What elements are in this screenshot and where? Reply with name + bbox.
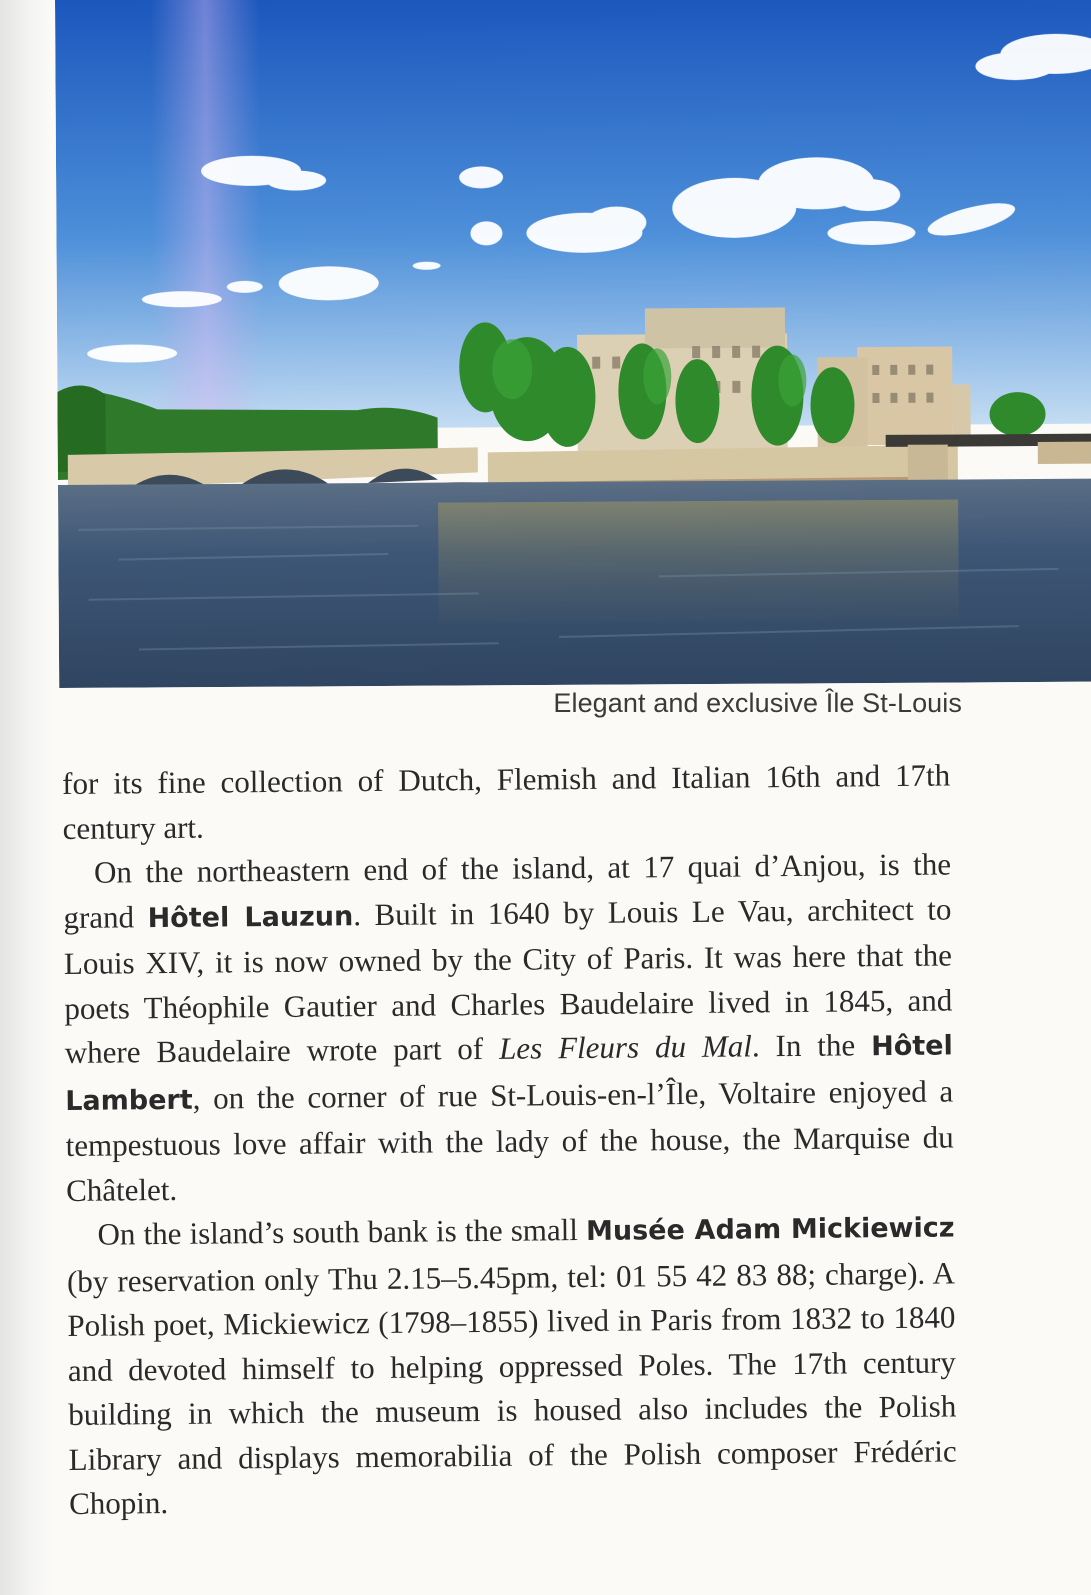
text-run: On the island’s south bank is the small [97,1211,587,1252]
paragraph-3 [66,1204,957,1526]
text-run: (by reservation only Thu 2.15–5.45pm, tel: 01 55 42 83 88; charge). A Polish poet, Mickiewicz (1798–1855) lived in Paris from 1832 to 1840 and devoted himself to helping oppressed Poles. The 17th century building in which the museum is housed also includes the Polish Library and displays memorabilia of the Polish composer Frédéric Chopin. [66,1254,957,1521]
text-run: , on the corner of rue St-Louis-en-l’Île, Voltaire enjoyed a tempestuous love affair with the lady of the house, the Marquise du Châtelet. [65,1072,954,1208]
article-body [62,753,957,1526]
page-gutter-shadow [0,0,52,1595]
paragraph-1 [62,753,951,851]
photo-illustration [55,0,1091,688]
photo-caption: Elegant and exclusive Île St-Louis [553,688,962,718]
place-name-hotel-lauzun: Hôtel Lauzun [147,900,354,934]
place-name-hotel-lambert: Hôtel Lambert [65,1030,953,1117]
paragraph-2 [63,842,954,1213]
place-name-musee-adam-mickiewicz: Musée Adam Mickiewicz [585,1212,955,1247]
book-title: Les Fleurs du Mal [498,1028,753,1066]
text-run: . Built in 1640 by Louis Le Vau, architect to Louis XIV, it is now owned by the City of Paris. It was here that the poets Théophile Gautier and Charles Baudelaire lived in 1845, and where Baudelaire wrote part of [63,890,953,1070]
ile-st-louis-photo [55,0,1091,688]
text-run: On the northeastern end of the island, at 17 quai d’Anjou, is the grand [63,846,952,935]
text-run: for its fine collection of Dutch, Flemish and Italian 16th and 17th century art. [62,757,951,846]
text-run: . In the [751,1027,872,1064]
